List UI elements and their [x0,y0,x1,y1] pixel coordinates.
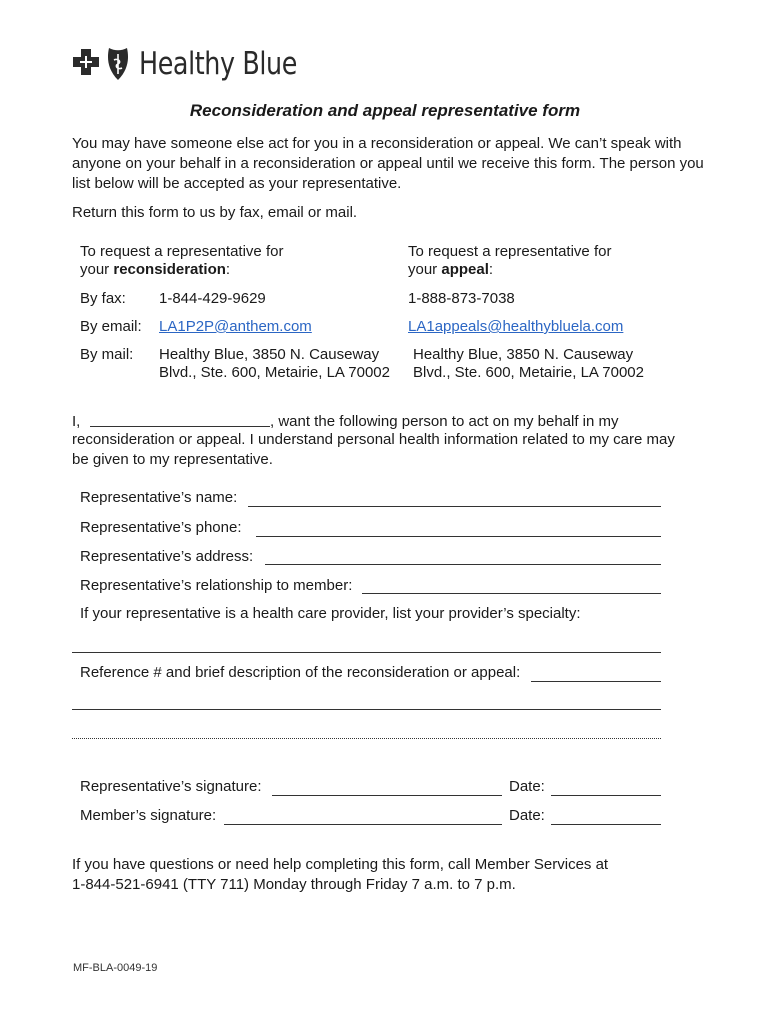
blue-cross-icon [71,45,133,83]
reference-field-line3[interactable] [72,738,661,739]
return-note: Return this form to us by fax, email or mail. [72,204,358,221]
form-title: Reconsideration and appeal representative form [189,101,581,120]
reference-label: Reference # and brief description of the reconsideration or appeal: [80,664,521,681]
statement-line1: I, [72,413,81,430]
member-signature-field[interactable] [224,824,502,825]
member-name-field[interactable] [90,426,270,427]
brand-logo [71,44,332,84]
fax-label: By fax: [80,290,126,307]
member-date-field[interactable] [551,824,661,825]
provider-specialty-label: If your representative is a health care provider, list your provider’s specialty: [80,605,581,622]
table-header-appeal: To request a representative for your appeal: [408,243,612,278]
mail-reconsideration: Healthy Blue, 3850 N. Causeway Blvd., Ste. 600, Metairie, LA 70002 [159,346,390,381]
rep-phone-label: Representative’s phone: [80,519,242,536]
rep-name-label: Representative’s name: [80,489,238,506]
mail-appeal: Healthy Blue, 3850 N. Causeway Blvd., Ste. 600, Metairie, LA 70002 [413,346,644,381]
rep-relationship-label: Representative’s relationship to member: [80,577,353,594]
email-reconsideration-link[interactable]: LA1P2P@anthem.com [159,318,312,335]
provider-specialty-field[interactable] [72,652,661,653]
rep-address-label: Representative’s address: [80,548,254,565]
reference-field-line1[interactable] [531,681,661,682]
closing-line2: 1-844-521-6941 (TTY 711) Monday through Friday 7 a.m. to 7 p.m. [72,876,516,893]
email-appeal-link[interactable]: LA1appeals@healthybluela.com [408,318,624,335]
closing-line1: If you have questions or need help completing this form, call Member Services at [72,856,609,873]
rep-date-field[interactable] [551,795,661,796]
form-code: MF-BLA-0049-19 [73,962,158,974]
rep-address-field[interactable] [265,564,661,565]
statement-line2: reconsideration or appeal. I understand personal health information related to my care may [72,431,675,448]
email-label: By email: [80,318,142,335]
table-header-reconsideration: To request a representative for your reconsideration: [80,243,284,278]
brand-name: Healthy Blue [139,46,297,82]
cross-shield-icon [71,45,133,83]
member-date-label: Date: [509,807,545,824]
fax-reconsideration: 1-844-429-9629 [159,290,266,307]
rep-signature-field[interactable] [272,795,502,796]
rep-name-field[interactable] [248,506,661,507]
statement-line3: be given to my representative. [72,451,273,468]
member-signature-label: Member’s signature: [80,807,217,824]
intro-paragraph: You may have someone else act for you in a reconsideration or appeal. We can’t speak with anyone on your behalf in a reconsideration or appeal until we receive this form. The person you list below will be accepted as your representative. [72,135,704,192]
reference-field-line2[interactable] [72,709,661,710]
fax-appeal: 1-888-873-7038 [408,290,515,307]
rep-relationship-field[interactable] [362,593,661,594]
rep-phone-field[interactable] [256,536,661,537]
rep-date-label: Date: [509,778,545,795]
statement-line1-rest: , want the following person to act on my behalf in my [270,413,619,430]
mail-label: By mail: [80,346,134,363]
rep-signature-label: Representative’s signature: [80,778,262,795]
